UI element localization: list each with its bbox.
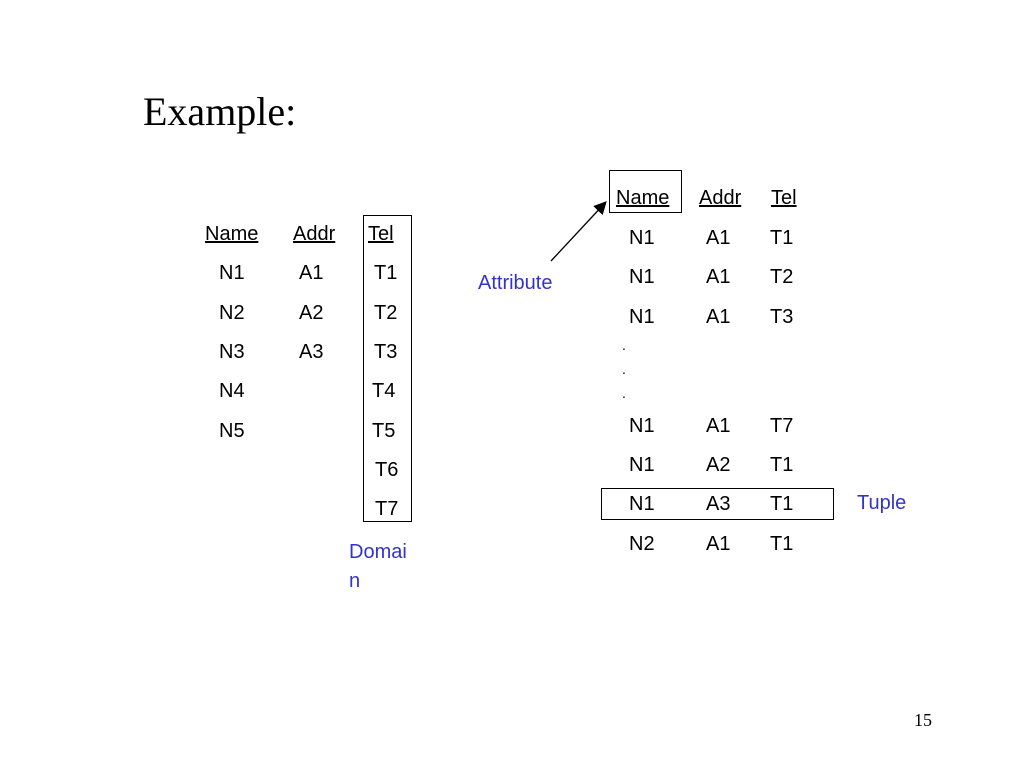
right-cell: N1 [629,454,655,476]
right-cell: N1 [629,227,655,249]
right-cell: A2 [706,454,731,476]
right-cell: T7 [770,415,794,437]
left-name-cell: N4 [219,380,245,402]
right-cell: N1 [629,415,655,437]
right-cell: N1 [629,306,655,328]
left-name-cell: N2 [219,302,245,324]
right-cell: A1 [706,533,731,555]
right-header-addr: Addr [699,187,742,209]
right-cell: N1 [629,493,655,515]
left-tel-cell: T6 [375,459,399,481]
attribute-label: Attribute [478,272,553,294]
right-header-name: Name [616,187,670,209]
left-tel-cell: T3 [374,341,398,363]
right-header-tel: Tel [771,187,797,209]
right-cell: T1 [770,227,794,249]
slide-title: Example: [143,89,297,134]
ellipsis-dot: . [622,361,626,377]
left-tel-cell: T5 [372,420,396,442]
left-tel-cell: T4 [372,380,396,402]
left-addr-cell: A3 [299,341,324,363]
right-cell: A1 [706,415,731,437]
left-addr-cell: A2 [299,302,324,324]
right-cell: N2 [629,533,655,555]
domain-label-cont: n [349,570,361,592]
left-name-cell: N1 [219,262,245,284]
left-name-cell: N5 [219,420,245,442]
left-header-name: Name [205,223,259,245]
right-cell: A3 [706,493,731,515]
ellipsis-dot: . [622,385,626,401]
left-addr-cell: A1 [299,262,324,284]
left-tel-cell: T1 [374,262,398,284]
right-cell: T2 [770,266,794,288]
right-cell: A1 [706,266,731,288]
left-header-tel: Tel [368,223,394,245]
page-number: 15 [914,710,932,730]
domain-label: Domai [349,541,407,563]
left-tel-cell: T7 [375,498,399,520]
right-cell: N1 [629,266,655,288]
left-name-cell: N3 [219,341,245,363]
right-cell: T1 [770,493,794,515]
right-cell: T3 [770,306,794,328]
right-cell: T1 [770,454,794,476]
right-cell: A1 [706,306,731,328]
ellipsis-dot: . [622,337,626,353]
left-tel-cell: T2 [374,302,398,324]
tuple-label: Tuple [857,492,907,514]
left-header-addr: Addr [293,223,336,245]
right-cell: T1 [770,533,794,555]
right-cell: A1 [706,227,731,249]
